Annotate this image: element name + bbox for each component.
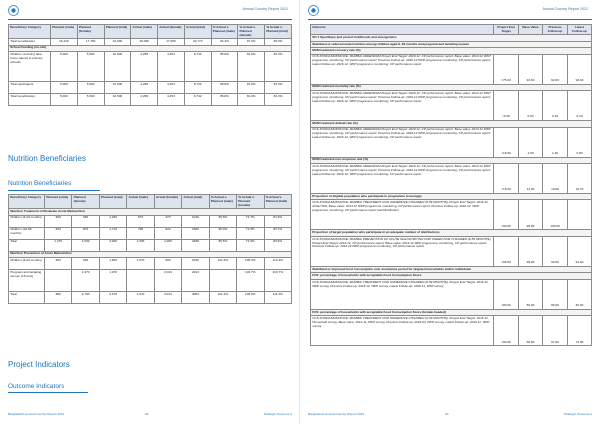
cell: 34,000 — [104, 39, 131, 45]
target-cell: >90.00 — [494, 200, 519, 230]
col-header: Planned (total) — [99, 195, 126, 209]
cell: 71.5% — [237, 227, 264, 239]
cell: Total beneficiaries — [9, 39, 51, 45]
cell: Total beneficiaries — [9, 94, 51, 106]
target-cell: >80.00 — [494, 279, 519, 309]
cell: 105.3% — [237, 258, 264, 270]
prev-cell: 92.00 — [543, 54, 568, 84]
footer-right: Strategic Outcome 2 — [263, 412, 292, 416]
cell: 10,500 — [104, 94, 131, 106]
footer-left: Bangladesh Annual Country Report 2021 — [8, 412, 65, 416]
cell: 81.0% — [238, 52, 265, 82]
cell: 108.0% — [237, 292, 264, 304]
right-page — [300, 0, 600, 424]
col-header: Actual (female) — [158, 25, 185, 39]
latest-cell — [568, 200, 592, 230]
cell: 5,000 — [51, 94, 78, 106]
cell: 1,260 — [99, 215, 126, 227]
nutrition-heading: Nutrition Beneficiaries — [8, 154, 86, 163]
prev-cell: 100.00 — [543, 200, 568, 230]
cell: 1,530 — [72, 239, 99, 251]
prev-cell: 67.00 — [543, 316, 568, 346]
cell: 95.0% — [209, 227, 236, 239]
cell: 97.0% — [238, 39, 265, 45]
col-header: Planned (male) — [45, 195, 72, 209]
cell: 83.7% — [264, 227, 292, 239]
header-title: Annual Country Report 2021 — [242, 7, 288, 11]
col-header: Previous Follow-up — [543, 25, 568, 35]
cell: 660 — [72, 215, 99, 227]
cell: 83.3% — [265, 94, 292, 106]
latest-cell: 82.00 — [568, 279, 592, 309]
latest-cell: 10.70 — [568, 164, 592, 194]
table-header-row — [311, 25, 592, 35]
indicator-body: CCS FOODASSISTANCE: MUMBAI TREATMENT FOR UNDERFIVE CHILDREN (6-59 MONTHS), Project End Target: 2016.12, WFP survey, Previous Follow-up: 2016.12, WFP survey, Latest Follow-up: 2016.11, WFP survey — [311, 279, 494, 309]
col-header: Outcome — [311, 25, 494, 35]
cell: 111.3% — [264, 292, 292, 304]
table-row — [9, 94, 292, 106]
project-indicators-heading: Project Indicators — [8, 360, 70, 369]
indicator-row — [311, 54, 592, 84]
col-header: Planned (total) — [104, 25, 131, 39]
latest-cell: 91.40 — [568, 236, 592, 266]
cell: 10,500 — [104, 82, 131, 94]
base-cell: 99.00 — [519, 236, 543, 266]
cell: Total — [9, 292, 45, 304]
target-cell: <15.00 — [494, 127, 519, 157]
prev-cell: 99.00 — [543, 236, 568, 266]
target-cell: >80.00 — [494, 316, 519, 346]
latest-cell: 0.80 — [568, 127, 592, 157]
cell: Total participants — [9, 82, 51, 94]
cell: 4,453 — [158, 82, 185, 94]
col-header: % Actual v. Planned (female) — [238, 25, 265, 39]
col-header: % Actual v. Planned (total) — [264, 195, 292, 209]
cell: 2,044 — [154, 270, 181, 292]
wfp-logo-icon — [308, 5, 319, 16]
indicator-title: MAM treatment recovery rate (%) — [311, 48, 592, 54]
indicator-row — [311, 200, 592, 230]
cell: 798 — [127, 227, 154, 239]
cell: 4083 — [182, 292, 209, 304]
cell: 85.8% — [211, 52, 238, 82]
table-header-row — [9, 25, 292, 39]
table-row — [9, 215, 292, 227]
cell: 95.6% — [265, 39, 292, 45]
col-header: Actual (total) — [182, 195, 209, 209]
cell: 85.8% — [211, 82, 238, 94]
col-header: % Actual v. Planned (female) — [237, 195, 264, 209]
prev-cell: 89.00 — [543, 279, 568, 309]
cell: 473 — [154, 215, 181, 227]
page-number: 62 — [145, 412, 149, 416]
nutrition-subheading: Nutrition Beneficiaries — [8, 180, 72, 187]
wfp-logo-icon — [8, 5, 19, 16]
section-label: School Feeding (on-site) — [9, 45, 292, 51]
table-row — [9, 292, 292, 304]
prev-cell: 0.10 — [543, 91, 568, 121]
table-row — [9, 239, 292, 251]
cell: 71.7% — [237, 215, 264, 227]
indicator-body: CCS FOODASSISTANCE: MUMBAI ADDENDUM Project End Target: 2020.12, CP performance report; Base value: 2014.12 WFP programme monitoring, CP performance report; Previous Follow-up: 2016.12 WFP programme monitoring, CP performance report; Latest Follow-up: 2016.12, WFP programme monitoring, CP performance report — [311, 127, 494, 157]
cell: 3,013 — [154, 292, 181, 304]
cell: 94.3% — [211, 39, 238, 45]
indicator-row — [311, 127, 592, 157]
cell: 2488 — [182, 239, 209, 251]
table-row — [9, 227, 292, 239]
cell: 83.6% — [264, 239, 292, 251]
cell: 121.6% — [209, 292, 236, 304]
cell: 17,680 — [158, 39, 185, 45]
cell: 2039 — [182, 258, 209, 270]
cell: 10,500 — [104, 52, 131, 82]
header-rule — [8, 19, 292, 20]
prev-cell: 1.40 — [543, 127, 568, 157]
cell: Children (6-23 months) — [9, 215, 45, 227]
cell: 1500 — [182, 227, 209, 239]
cell: 622 — [154, 227, 181, 239]
cell: Children receiving take-home rations in primary schools — [9, 52, 51, 82]
outcome-underline — [8, 392, 88, 393]
base-cell: 1.50 — [519, 127, 543, 157]
indicator-row — [311, 164, 592, 194]
indicator-title: MAM treatment mortality rate (%) — [311, 84, 592, 90]
target-cell: <3.00 — [494, 91, 519, 121]
cell: 5,500 — [77, 82, 104, 94]
indicator-title: Proportion of eligible population who participate in programme (coverage) — [311, 194, 592, 200]
cell: 8,742 — [184, 82, 211, 94]
cell: 121.6% — [209, 258, 236, 270]
cell: 4,289 — [131, 82, 158, 94]
col-header: Actual (total) — [184, 25, 211, 39]
cell: 113.3% — [264, 258, 292, 270]
cell: 5,500 — [77, 52, 104, 82]
section-label: Nutrition Treatment of Moderate Acute Malnutrition — [9, 209, 292, 215]
outcome-indicators-heading: Outcome Indicators — [8, 383, 65, 390]
footer-right: Strategic Outcome 2 — [563, 412, 592, 416]
target-cell: >66.00 — [494, 236, 519, 266]
cell: 32,770 — [184, 39, 211, 45]
table-header-row — [9, 195, 292, 209]
cell: Total — [9, 239, 45, 251]
cell: 4,289 — [131, 94, 158, 106]
col-header: Beneficiary Category — [9, 195, 45, 209]
cell: 5,000 — [51, 82, 78, 94]
cell: 1,470 — [45, 239, 72, 251]
cell: 870 — [72, 227, 99, 239]
indicator-title: MAM treatment default rate (%) — [311, 121, 592, 127]
cell: 1,710 — [99, 227, 126, 239]
cell: 4,453 — [158, 52, 185, 82]
cell: 17,760 — [77, 39, 104, 45]
base-cell: 14.00 — [519, 164, 543, 194]
cell: 4,289 — [131, 52, 158, 82]
section-label: Stabilized or improved food consumption over assistance period for targeted households and/or individuals — [311, 266, 592, 272]
col-header: Latest Follow-up — [568, 25, 592, 35]
cell: 103.7% — [237, 270, 264, 292]
cell: 2044 — [182, 270, 209, 292]
beneficiary-table — [8, 24, 292, 106]
cell: 95.5% — [209, 239, 236, 251]
col-header: Planned (female) — [72, 195, 99, 209]
cell: 81.0% — [238, 82, 265, 94]
cell: 83.3% — [265, 52, 292, 82]
col-header: Planned (female) — [77, 25, 104, 39]
page-number: 63 — [445, 412, 449, 416]
cell: 81.5% — [264, 215, 292, 227]
base-cell: 0.00 — [519, 91, 543, 121]
cell: 800 — [45, 258, 72, 270]
cell — [209, 270, 236, 292]
cell: 95.8% — [209, 215, 236, 227]
cell: 71.6% — [237, 239, 264, 251]
col-header: Planned (male) — [51, 25, 78, 39]
cell: 83.3% — [265, 82, 292, 94]
cell: 1,070 — [127, 292, 154, 304]
col-header: % Actual v. Planned (male) — [211, 25, 238, 39]
cell: 8,742 — [184, 94, 211, 106]
col-header: % Actual v. Planned (male) — [209, 195, 236, 209]
base-cell: 59.00 — [519, 279, 543, 309]
cell: 3,000 — [99, 239, 126, 251]
col-header: % Actual v. Planned (total) — [265, 25, 292, 39]
cell: 8,742 — [184, 52, 211, 82]
cell: 573 — [127, 215, 154, 227]
base-cell: 99.00 — [519, 200, 543, 230]
cell: 81.0% — [238, 94, 265, 106]
indicator-title: FCS: percentage of households with acceptable Food Consumption Score — [311, 273, 592, 279]
cell: 4,453 — [158, 94, 185, 106]
base-cell: 66.00 — [519, 316, 543, 346]
indicator-body: CCS FOODASSISTANCE: MUMBAI TREATMENT FOR UNDERFIVE CHILDREN (6-59 MONTHS), Project End Target: 2016.12 Household survey, Base value: 2014.11, WFP survey, Previous Follow-up: 2016.03, WFP survey, Latest Follow-up: 2016.11, WFP survey — [311, 316, 494, 346]
cell: 840 — [45, 227, 72, 239]
cell: 2,790 — [72, 292, 99, 304]
col-header: Project End Target — [494, 25, 519, 35]
cell: 3,670 — [99, 292, 126, 304]
cell: 820 — [72, 258, 99, 270]
indicator-body: CCS FOODASSISTANCE: MUMBAI TREATMENT FOR UNDERFIVE CHILDREN (6-59 MONTHS), Project End Target: 2016.12, ANALYSIS, Base value: 2014.12 WFP programme monitoring, CP performance report; Previous Follow-up: 2016.12, WFP programme monitoring, CP performance report and Distribution — [311, 200, 494, 230]
section-label: SO 1 Specifique and protect livelihoods and emergencies — [311, 35, 592, 41]
cell: Children (6-23 months) — [9, 258, 45, 270]
col-header: Beneficiary Category — [9, 25, 51, 39]
latest-cell: 93.40 — [568, 54, 592, 84]
base-cell: 93.00 — [519, 54, 543, 84]
outcome-table — [310, 24, 592, 346]
cell: 1,070 — [127, 258, 154, 270]
indicator-row — [311, 279, 592, 309]
cell: 880 — [45, 292, 72, 304]
section-label: Nutrition Prevention of Acute Malnutrition — [9, 251, 292, 257]
table-row — [9, 82, 292, 94]
section-label: Stabilized or reduced undernutrition among children aged 6–59 months and pregnant and lactating women — [311, 41, 592, 47]
latest-cell: 73.00 — [568, 316, 592, 346]
target-cell: <15.00 — [494, 164, 519, 194]
indicator-row — [311, 316, 592, 346]
col-header: Actual (male) — [127, 195, 154, 209]
cell: 1,095 — [154, 239, 181, 251]
indicator-body: CCS FOODASSISTANCE: MUMBAI PREVENTION OF ACUTE MALNUTRITION FOR UNDER FIVE CHILDREN (6-59 MONTHS), Project End Target: 2016.12, CP performance report; Base value: 2014.12 WFP programme monitoring, CP performance report; Previous Follow-up: 2016.12 WFP programme monitoring, CP performance report — [311, 236, 494, 266]
cell: 5,000 — [51, 52, 78, 82]
cell: 16,240 — [51, 39, 78, 45]
indicator-title: MAM treatment non-response rate (%) — [311, 157, 592, 163]
table-row — [9, 270, 292, 292]
header-title: Annual Country Report 2021 — [542, 7, 588, 11]
latest-cell: 0.10 — [568, 91, 592, 121]
cell: 1,970 — [72, 270, 99, 292]
indicator-row — [311, 236, 592, 266]
indicator-row — [311, 91, 592, 121]
subheading-underline — [8, 190, 100, 191]
indicator-body: CCS FOODASSISTANCE: MUMBAI ADDENDUM Project End Target: 2020.12, CP performance report; Base value: 2014.12 WFP programme monitoring, CP performance report; Previous Follow-up: 2016.12 WFP programme monitoring, CP performance report; Latest Follow-up: 2016.12, WFP programme monitoring, CP performance report — [311, 54, 494, 84]
cell: 85.8% — [211, 94, 238, 106]
cell — [127, 270, 154, 292]
cell: 5,500 — [77, 94, 104, 106]
cell: 1,970 — [99, 270, 126, 292]
col-header: Actual (female) — [154, 195, 181, 209]
cell: Children (24-59 months) — [9, 227, 45, 239]
header-rule — [308, 19, 592, 20]
cell: 103.7% — [264, 270, 292, 292]
nutrition-table — [8, 194, 292, 304]
cell — [45, 270, 72, 292]
cell: 500 — [45, 215, 72, 227]
cell: 15,060 — [131, 39, 158, 45]
table-row — [9, 52, 292, 82]
indicator-body: CCS FOODASSISTANCE: MUMBAI ADDENDUM Project End Target: 2020.12, CP performance report; Base value: 2014.12 WFP programme monitoring, CP performance report; Previous Follow-up: 2016.12 WFP programme monitoring, CP performance report; Latest Follow-up: 2016.12, WFP programme monitoring, CP performance report — [311, 164, 494, 194]
col-header: Actual (male) — [131, 25, 158, 39]
col-header: Base Value — [519, 25, 543, 35]
target-cell: >75.00 — [494, 54, 519, 84]
indicator-title: FCS: percentage of households with acceptable Food Consumption Score (female-headed) — [311, 309, 592, 315]
indicator-body: CCS FOODASSISTANCE: MUMBAI ADDENDUM Project End Target: 2020.12, CP performance report; Base value: 2014.12 WFP programme monitoring, CP performance report; Previous Follow-up: 2016.12 WFP programme monitoring, CP performance report; Latest Follow-up: 2016.12, WFP programme monitoring, CP performance report — [311, 91, 494, 121]
indicator-title: Proportion of target population who participate in an adequate number of distributions — [311, 230, 592, 236]
cell: 1,393 — [127, 239, 154, 251]
cell: 1,600 — [99, 258, 126, 270]
cell: 969 — [154, 258, 181, 270]
table-row — [9, 258, 292, 270]
cell: Pregnant and lactating women (18 plus) — [9, 270, 45, 292]
prev-cell: 10.90 — [543, 164, 568, 194]
footer-left: Bangladesh Annual Country Report 2021 — [308, 412, 365, 416]
cell: 1046 — [182, 215, 209, 227]
